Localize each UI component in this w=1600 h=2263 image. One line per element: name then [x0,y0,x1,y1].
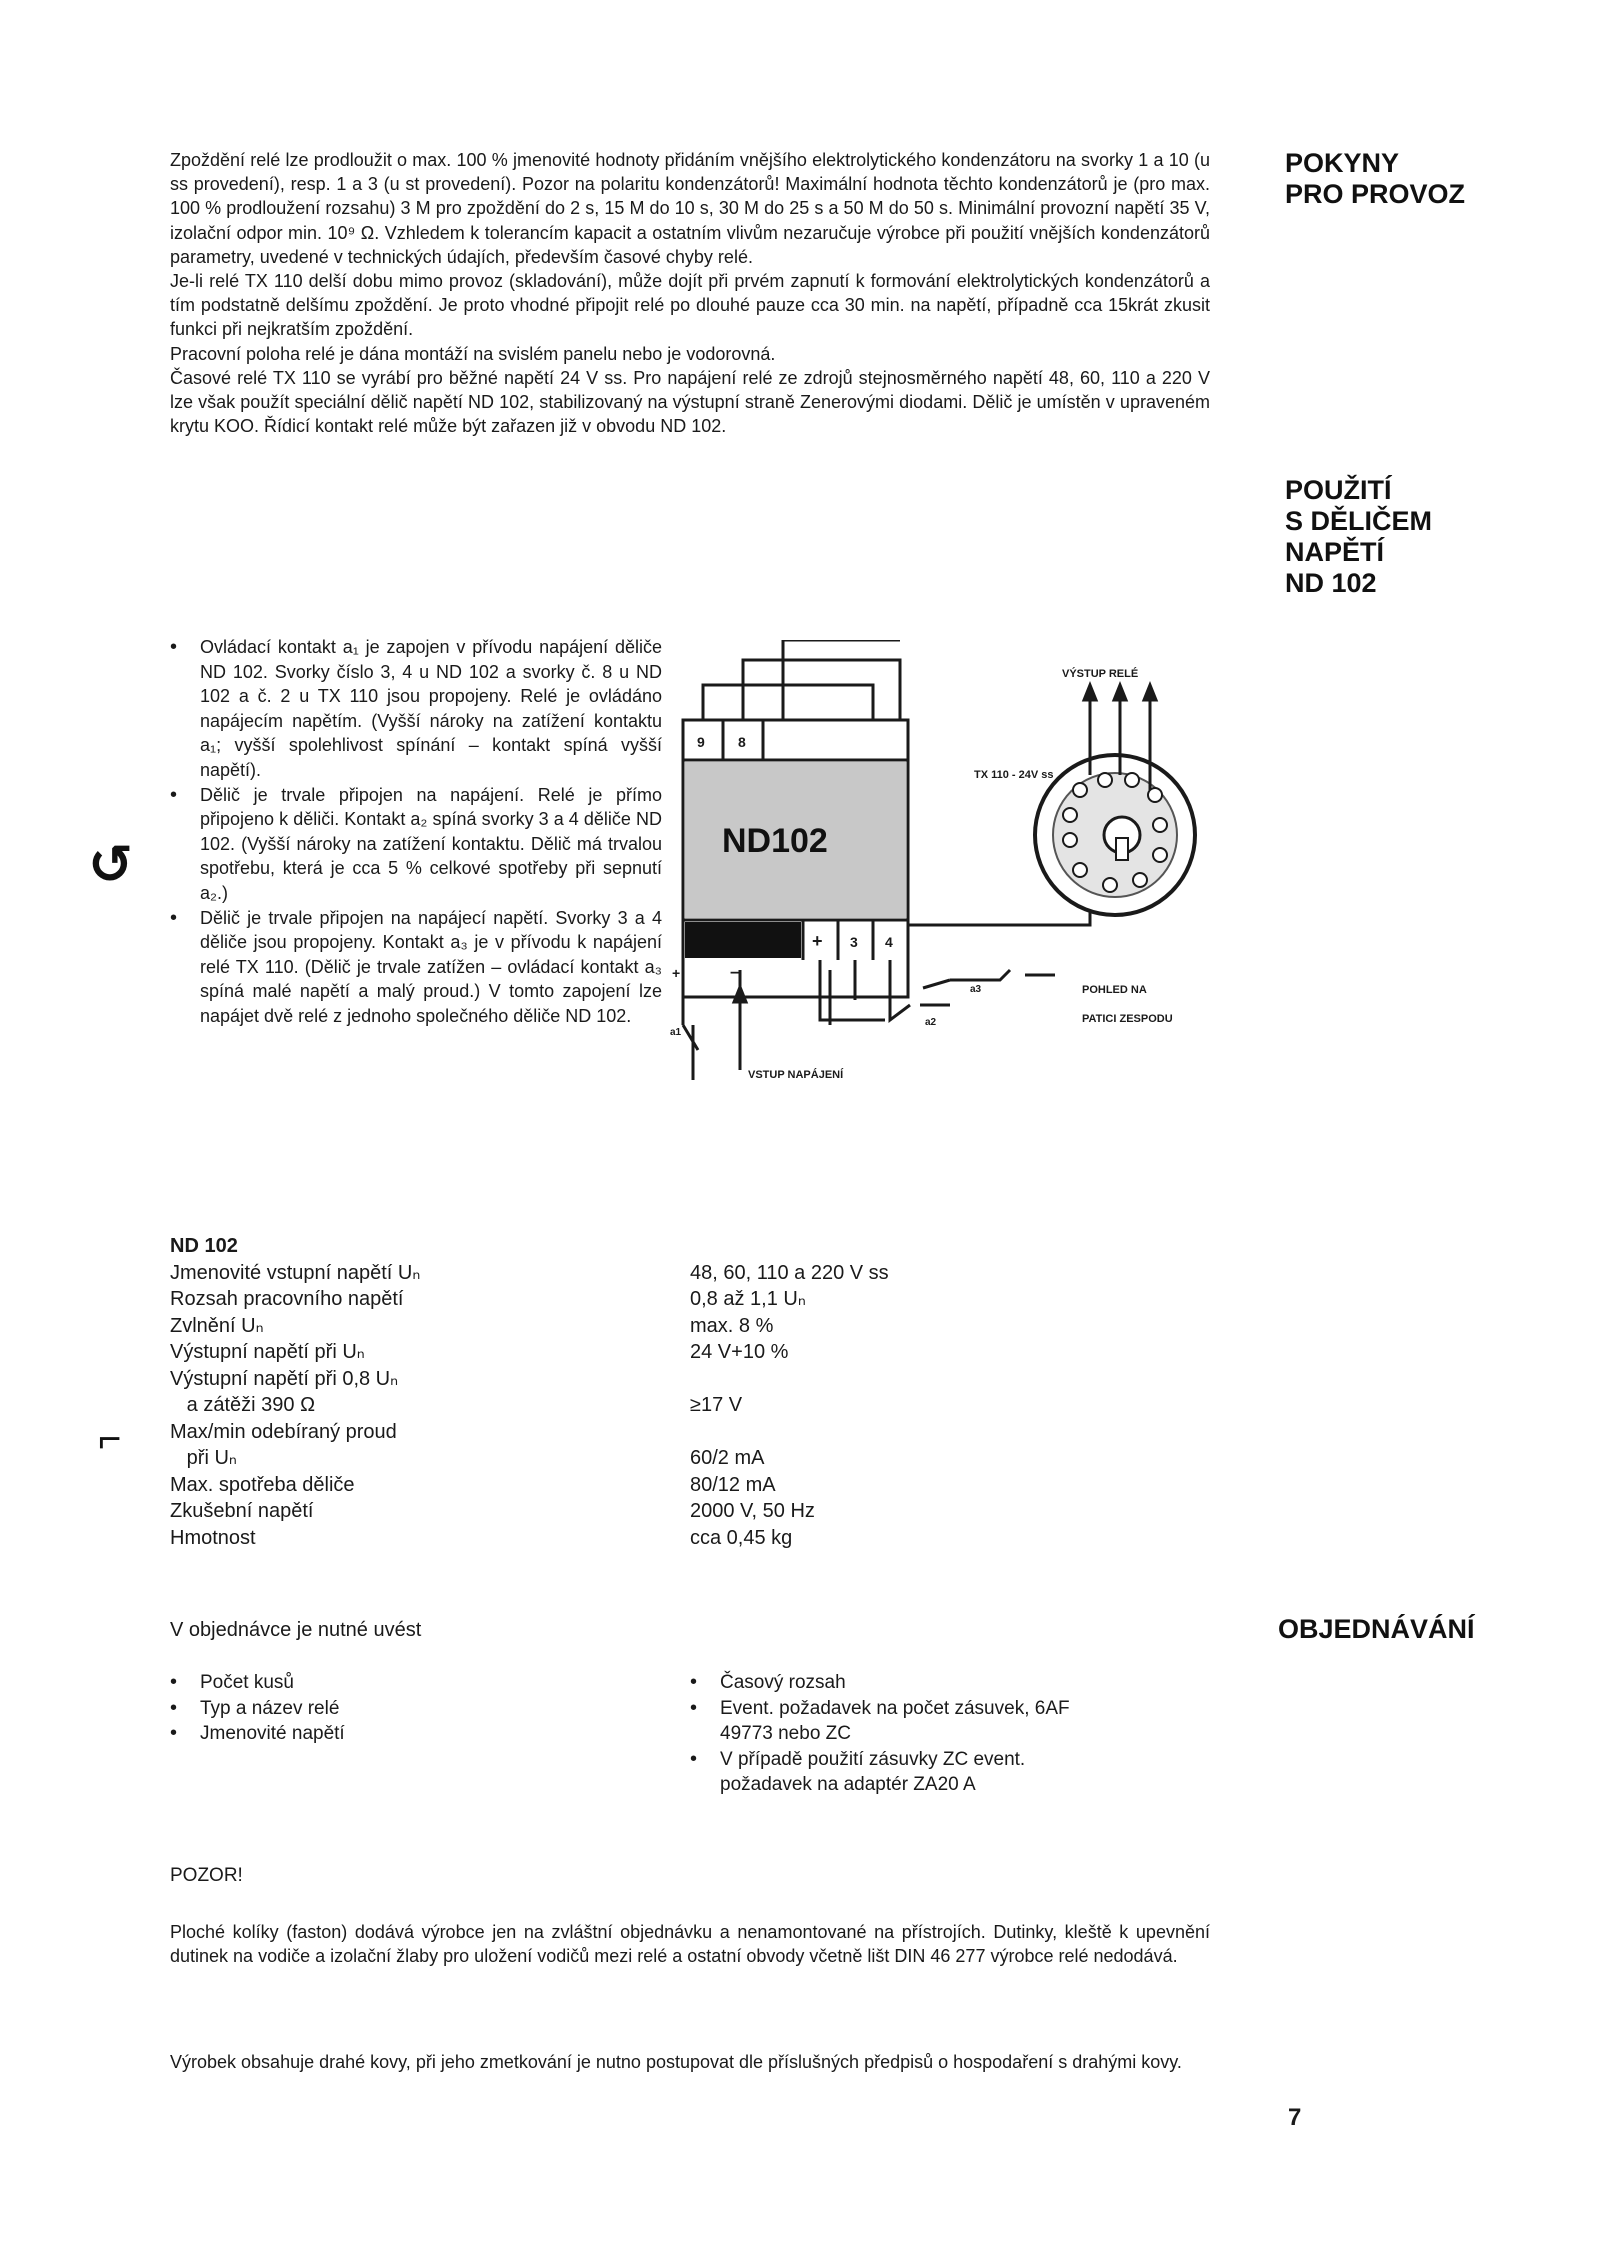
terminal-9: 9 [697,734,705,750]
label-vystup-rele: VÝSTUP RELÉ [1062,668,1139,680]
table-row [170,1260,1070,1287]
table-row [170,1445,1070,1472]
heading-napeti: NAPĚTÍ [1285,537,1385,567]
heading-nd102: ND 102 [1285,568,1377,598]
intro-paragraph-4: Časové relé TX 110 se vyrábí pro běžné napětí 24 V ss. Pro napájení relé ze zdrojů stejnosměrného napětí 48, 60, 110 a 220 V lze však použít speciální dělič napětí ND 102, stabilizovaný na výstupní straně Zenerovými diodami. Dělič je umístěn v upraveném krytu KOO. Řídicí kontakt relé může být zařazen již v obvodu ND 102. [170,367,1210,437]
spec-value: 0,8 až 1,1 Uₙ [690,1288,806,1310]
order-list-right [690,1670,1120,1798]
list-item: • Dělič je trvale připojen na napájecí napětí. Svorky 3 a 4 děliče jsou propojeny. Kontakt a₃ je v přívodu k napájení relé TX 110. (Dělič je trvale zatížen – ovládací kontakt a₃ spíná malé napětí a malý proud.) V tomto zapojení lze napájet dvě relé z jednoho společného děliče ND 102. [170,906,662,1029]
label-pohled-1: POHLED NA [1082,984,1147,996]
heading-pro-provoz: PRO PROVOZ [1285,179,1466,209]
label-tx110: TX 110 - 24V ss [974,769,1054,781]
spec-value: max. 8 % [690,1314,774,1337]
label-plus: + [672,965,681,981]
order-intro: V objednávce je nutné uvést [170,1619,422,1641]
label-vstup-napajeni: VSTUP NAPÁJENÍ [748,1069,844,1081]
spec-label: Výstupní napětí při 0,8 Uₙ [170,1367,399,1390]
terminal-3: 3 [850,934,858,950]
heading-objednavani: OBJEDNÁVÁNÍ [1278,1614,1475,1644]
table-row [170,1472,1070,1499]
pozor-paragraph-2: Výrobek obsahuje drahé kovy, při jeho zmetkování je nutno postupovat dle příslušných předpisů o hospodaření s drahými kovy. [170,2052,1182,2072]
pozor-paragraph-1: Ploché kolíky (faston) dodává výrobce jen na zvláštní objednávku a nenamontované na přístrojích. Dutinky, kleště k upevnění dutinek na vodiče a izolační žlaby pro uložení vodičů mezi relé a ostatní obvody včetně lišt DIN 46 277 výrobce relé nedodává. [170,1922,1210,1967]
spec-table [170,1233,1070,1551]
label-contact-a1: a1 [670,1027,682,1038]
connection-bullets [170,635,662,1029]
margin-mark-1: ↺ [88,835,134,895]
spec-label: při Uₙ [170,1447,237,1469]
table-row [170,1419,1070,1446]
spec-label: Jmenovité vstupní napětí Uₙ [170,1261,421,1284]
list-item: • Event. požadavek na počet zásuvek, 6AF 49773 nebo ZC [690,1696,1120,1747]
intro-paragraph-2: Je-li relé TX 110 delší dobu mimo provoz (skladování), může dojít při prvém zapnutí k formování elektrolytických kondenzátorů a tím podstatně delšímu zpoždění. Je proto vhodné připojit relé po dlouhé pauze cca 30 min. na napětí, případně cca 15krát zkusit funkci při nejkratším zpoždění. [170,271,1210,340]
page-number: 7 [1288,2104,1302,2131]
table-row [170,1313,1070,1340]
list-item: • Počet kusů [170,1670,650,1696]
heading-pouziti: POUŽITÍ [1285,475,1392,505]
spec-label: Výstupní napětí při Uₙ [170,1341,365,1363]
spec-label: Max. spotřeba děliče [170,1473,355,1496]
terminal-4: 4 [885,934,893,950]
list-item: • V případě použití zásuvky ZC event. požadavek na adaptér ZA20 A [690,1747,1120,1798]
spec-label: Max/min odebíraný proud [170,1420,397,1443]
list-item: • Jmenovité napětí [170,1721,650,1747]
table-row [170,1498,1070,1525]
intro-paragraph-3: Pracovní poloha relé je dána montáží na svislém panelu nebo je vodorovná. [170,343,776,364]
table-row [170,1339,1070,1366]
spec-label: Zvlnění Uₙ [170,1314,264,1337]
pozor-title: POZOR! [170,1865,243,1886]
list-item: • Dělič je trvale připojen na napájení. Relé je přímo připojeno k děliči. Kontakt a₂ spíná svorky 3 a 4 děliče ND 102. (Vyšší nároky na zatížení kontaktu. Dělič má trvalou spotřebu, která je cca 5 % celkové spotřeby při sepnutí a₂.) [170,783,662,906]
spec-label: Hmotnost [170,1526,256,1549]
list-item: • Typ a název relé [170,1696,650,1722]
spec-label: Zkušební napětí [170,1500,314,1522]
label-pohled-2: PATICI ZESPODU [1082,1013,1173,1025]
label-contact-a3: a3 [970,984,982,995]
table-row [170,1525,1070,1552]
spec-value: 60/2 mA [690,1447,765,1469]
spec-value: 24 V+10 % [690,1341,789,1363]
spec-value: 48, 60, 110 a 220 V ss [690,1261,889,1284]
heading-pokyny-pro-provoz [1285,148,1465,210]
intro-text [170,148,1210,438]
margin-mark-2: ⌐ [98,1417,122,1461]
spec-value: cca 0,45 kg [690,1526,793,1549]
spec-title: ND 102 [170,1235,238,1257]
spec-label: Rozsah pracovního napětí [170,1288,404,1310]
list-item: • Ovládací kontakt a₁ je zapojen v přívodu napájení děliče ND 102. Svorky číslo 3, 4 u ND 102 a svorky č. 8 u ND 102 a č. 2 u TX 110 jsou propojeny. Relé je ovládáno napájecím napětím. (Vyšší nároky na zatížení kontaktu a₁; vyšší spolehlivost spínání – kontakt spíná vyšší napětí). [170,635,662,783]
label-nd102: ND102 [722,822,828,860]
list-item: • Časový rozsah [690,1670,1120,1696]
table-row [170,1392,1070,1419]
terminal-8: 8 [738,734,746,750]
heading-s-delicem: S DĚLIČEM [1285,506,1433,536]
heading-pouziti-s-delicem [1285,475,1432,599]
table-row [170,1366,1070,1393]
spec-value: 80/12 mA [690,1473,776,1496]
order-list-left [170,1670,650,1747]
spec-label: a zátěži 390 Ω [170,1394,316,1416]
table-row [170,1286,1070,1313]
spec-value: ≥17 V [690,1394,743,1416]
terminal-plus: + [812,931,823,951]
heading-pokyny: POKYNY [1285,148,1400,178]
wiring-diagram [670,640,1230,1100]
spec-value: 2000 V, 50 Hz [690,1500,815,1522]
label-contact-a2: a2 [925,1017,937,1028]
intro-paragraph-1: Zpoždění relé lze prodloužit o max. 100 % jmenovité hodnoty přidáním vnějšího elektrolytického kondenzátoru na svorky 1 a 10 (u ss provedení), resp. 1 a 3 (u st provedení). Pozor na polaritu kondenzátorů! Maximální hodnota těchto kondenzátorů je (pro max. 100 % prodloužení rozsahu) 3 M pro zpoždění do 2 s, 15 M do 10 s, 30 M do 25 s a 50 M do 50 s. Minimální provozní napětí 35 V, izolační odpor min. 10⁹ Ω. Vzhledem k tolerancím kapacit a ostatním vlivům nezaručuje výrobce při použití vnějších kondenzátorů parametry, uvedené v technických údajích, především časové chyby relé. [170,150,1210,267]
label-minus: − [730,965,740,982]
